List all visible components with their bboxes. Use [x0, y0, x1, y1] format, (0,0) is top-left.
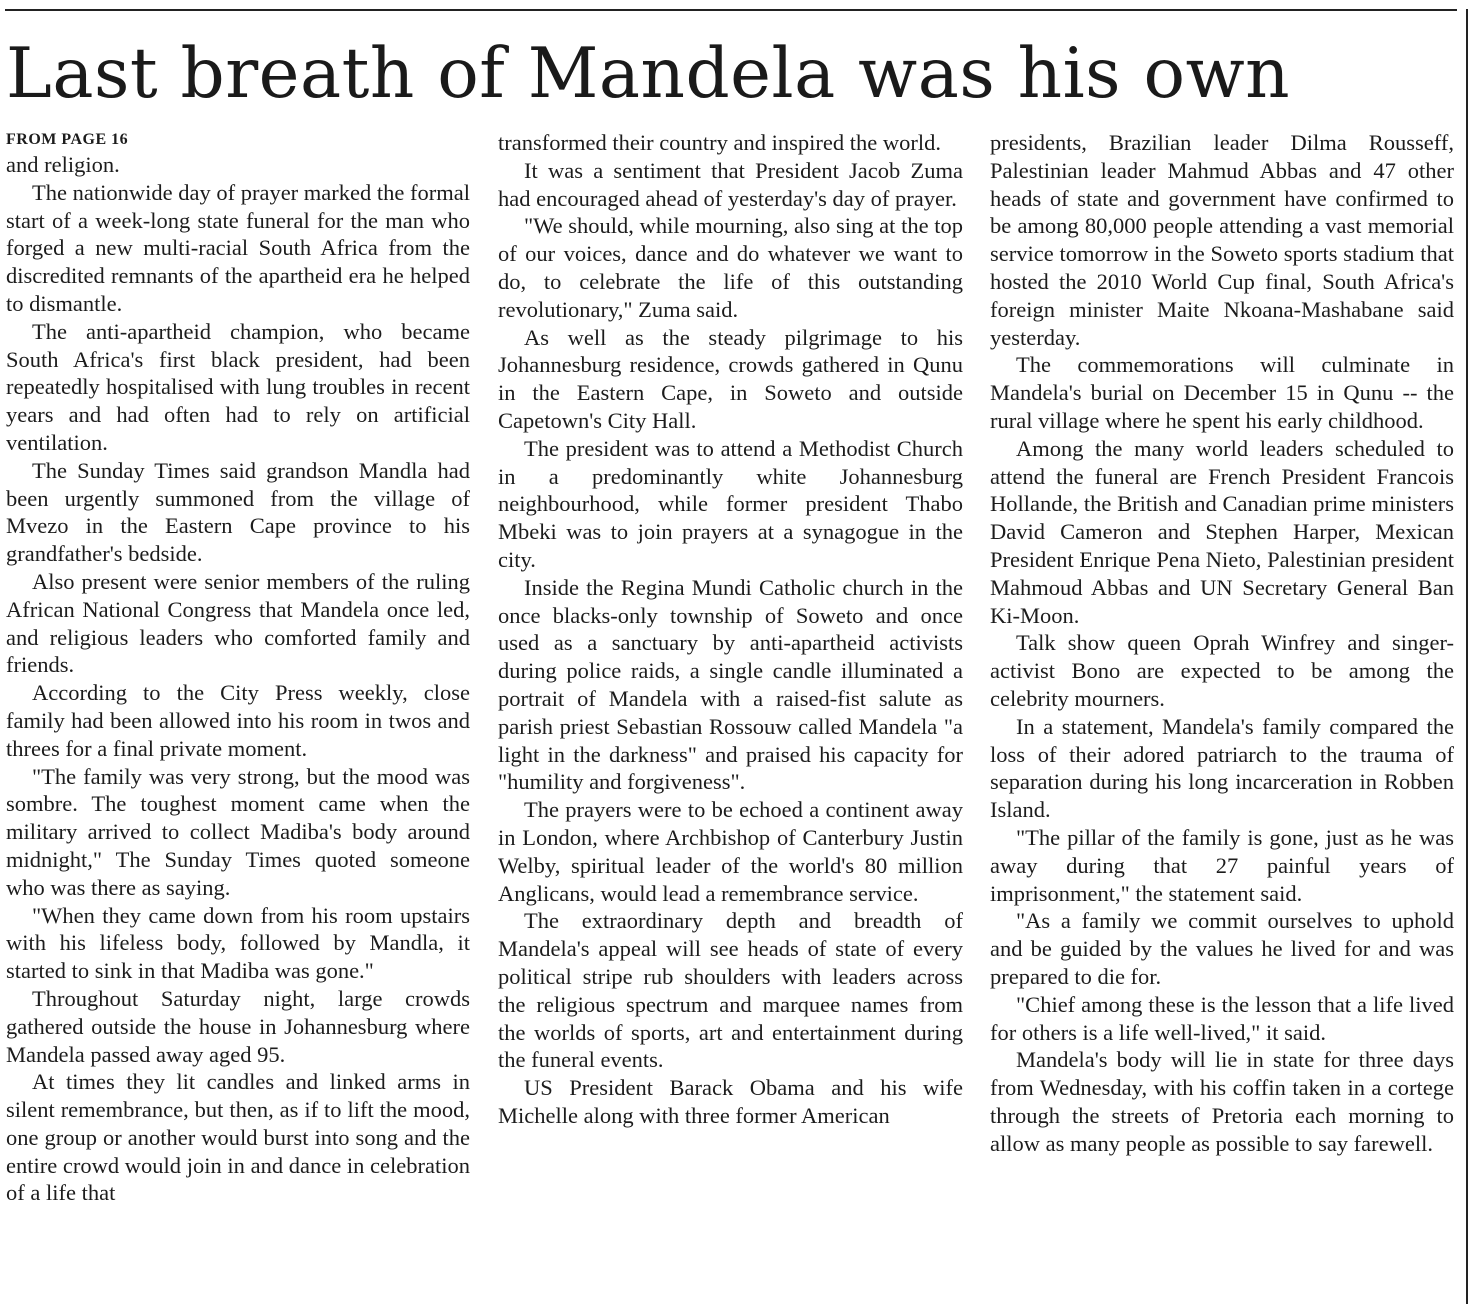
paragraph: Talk show queen Oprah Winfrey and singer-activist Bono are expected to be among the celebrity mourners.: [990, 630, 1454, 711]
continuation-kicker: FROM PAGE 16: [6, 131, 129, 148]
paragraph: "The pillar of the family is gone, just as he was away during that 27 painful years of imprisonment," the statement said.: [990, 824, 1454, 906]
paragraph: "When they came down from his room upstairs with his lifeless body, followed by Mandla, it started to sink in that Madiba was gone.": [6, 902, 470, 984]
paragraph: The commemorations will culminate in Mandela's burial on December 15 in Qunu -- the rural village where he spent his early childhood.: [990, 352, 1454, 433]
paragraph: The Sunday Times said grandson Mandla had been urgently summoned from the village of Mvezo in the Eastern Cape province to his grandfather's bedside.: [6, 457, 470, 567]
top-rule: [5, 9, 1457, 11]
article-column-2: [498, 129, 963, 1299]
paragraph: "As a family we commit ourselves to uphold and be guided by the values he lived for and was prepared to die for.: [990, 908, 1454, 989]
paragraph: The extraordinary depth and breadth of Mandela's appeal will see heads of state of every political stripe rub shoulders with leaders across the religious spectrum and marquee names from the worlds of sports, art and entertainment during the funeral events.: [498, 908, 963, 1073]
paragraph: Inside the Regina Mundi Catholic church in the once blacks-only township of Soweto and once used as a sanctuary by anti-apartheid activists during police raids, a single candle illuminated a portrait of Mandela with a raised-fist salute as parish priest Sebastian Rossouw called Mandela "a light in the darkness" and praised his capacity for "humility and forgiveness".: [498, 574, 963, 795]
paragraph: "The family was very strong, but the mood was sombre. The toughest moment came when the military arrived to collect Madiba's body around midnight," The Sunday Times quoted someone who was there as saying.: [6, 763, 470, 900]
paragraph: Mandela's body will lie in state for three days from Wednesday, with his coffin taken in a cortege through the streets of Pretoria each morning to allow as many people as possible to say farewell.: [990, 1047, 1454, 1156]
paragraph: transformed their country and inspired the world.: [498, 130, 942, 155]
paragraph: It was a sentiment that President Jacob Zuma had encouraged ahead of yesterday's day of prayer.: [498, 157, 963, 211]
paragraph: The anti-apartheid champion, who became South Africa's first black president, had been repeatedly hospitalised with lung troubles in recent years and had often had to rely on artificial ventilation.: [6, 318, 470, 455]
paragraph: US President Barack Obama and his wife Michelle along with three former American: [498, 1075, 963, 1128]
right-border-rule: [1466, 9, 1468, 1304]
article-column-3: [990, 129, 1454, 1299]
paragraph: According to the City Press weekly, close family had been allowed into his room in twos and threes for a final private moment.: [6, 680, 470, 761]
paragraph: In a statement, Mandela's family compared the loss of their adored patriarch to the trauma of separation during his long incarceration in Robben Island.: [990, 713, 1454, 823]
paragraph: At times they lit candles and linked arms in silent remembrance, but then, as if to lift the mood, one group or another would burst into song and the entire crowd would join in and dance in celebration of a life that: [6, 1069, 470, 1206]
paragraph: The prayers were to be echoed a continent away in London, where Archbishop of Canterbury Justin Welby, spiritual leader of the world's 80 million Anglicans, would lead a remembrance service.: [498, 797, 963, 906]
paragraph: presidents, Brazilian leader Dilma Rousseff, Palestinian leader Mahmud Abbas and 47 other heads of state and government have confirmed to be among 80,000 people attending a vast memorial service tomorrow in the Soweto sports stadium that hosted the 2010 World Cup final, South Africa's foreign minister Maite Nkoana-Mashabane said yesterday.: [990, 130, 1454, 350]
headline: Last breath of Mandela was his own: [6, 34, 1291, 114]
paragraph: Throughout Saturday night, large crowds gathered outside the house in Johannesburg where Mandela passed away aged 95.: [6, 985, 470, 1067]
paragraph: The nationwide day of prayer marked the formal start of a week-long state funeral for the man who forged a new multi-racial South Africa from the discredited remnants of the apartheid era he helped to dismantle.: [6, 179, 470, 316]
paragraph: Among the many world leaders scheduled to attend the funeral are French President Francois Hollande, the British and Canadian prime ministers David Cameron and Stephen Harper, Mexican President Enrique Pena Nieto, Palestinian president Mahmoud Abbas and UN Secretary General Ban Ki-Moon.: [990, 435, 1454, 628]
paragraph: The president was to attend a Methodist Church in a predominantly white Johannesburg neighbourhood, while former president Thabo Mbeki was to join prayers at a synagogue in the city.: [498, 435, 963, 572]
paragraph: "We should, while mourning, also sing at the top of our voices, dance and do whatever we want to do, to celebrate the life of this outstanding revolutionary," Zuma said.: [498, 213, 963, 322]
article-column-1: [6, 129, 470, 1299]
paragraph: and religion.: [6, 152, 120, 177]
paragraph: As well as the steady pilgrimage to his Johannesburg residence, crowds gathered in Qunu in the Eastern Cape, in Soweto and outside Capetown's City Hall.: [498, 324, 963, 433]
paragraph: Also present were senior members of the ruling African National Congress that Mandela once led, and religious leaders who comforted family and friends.: [6, 568, 470, 678]
paragraph: "Chief among these is the lesson that a life lived for others is a life well-lived," it said.: [990, 991, 1454, 1045]
